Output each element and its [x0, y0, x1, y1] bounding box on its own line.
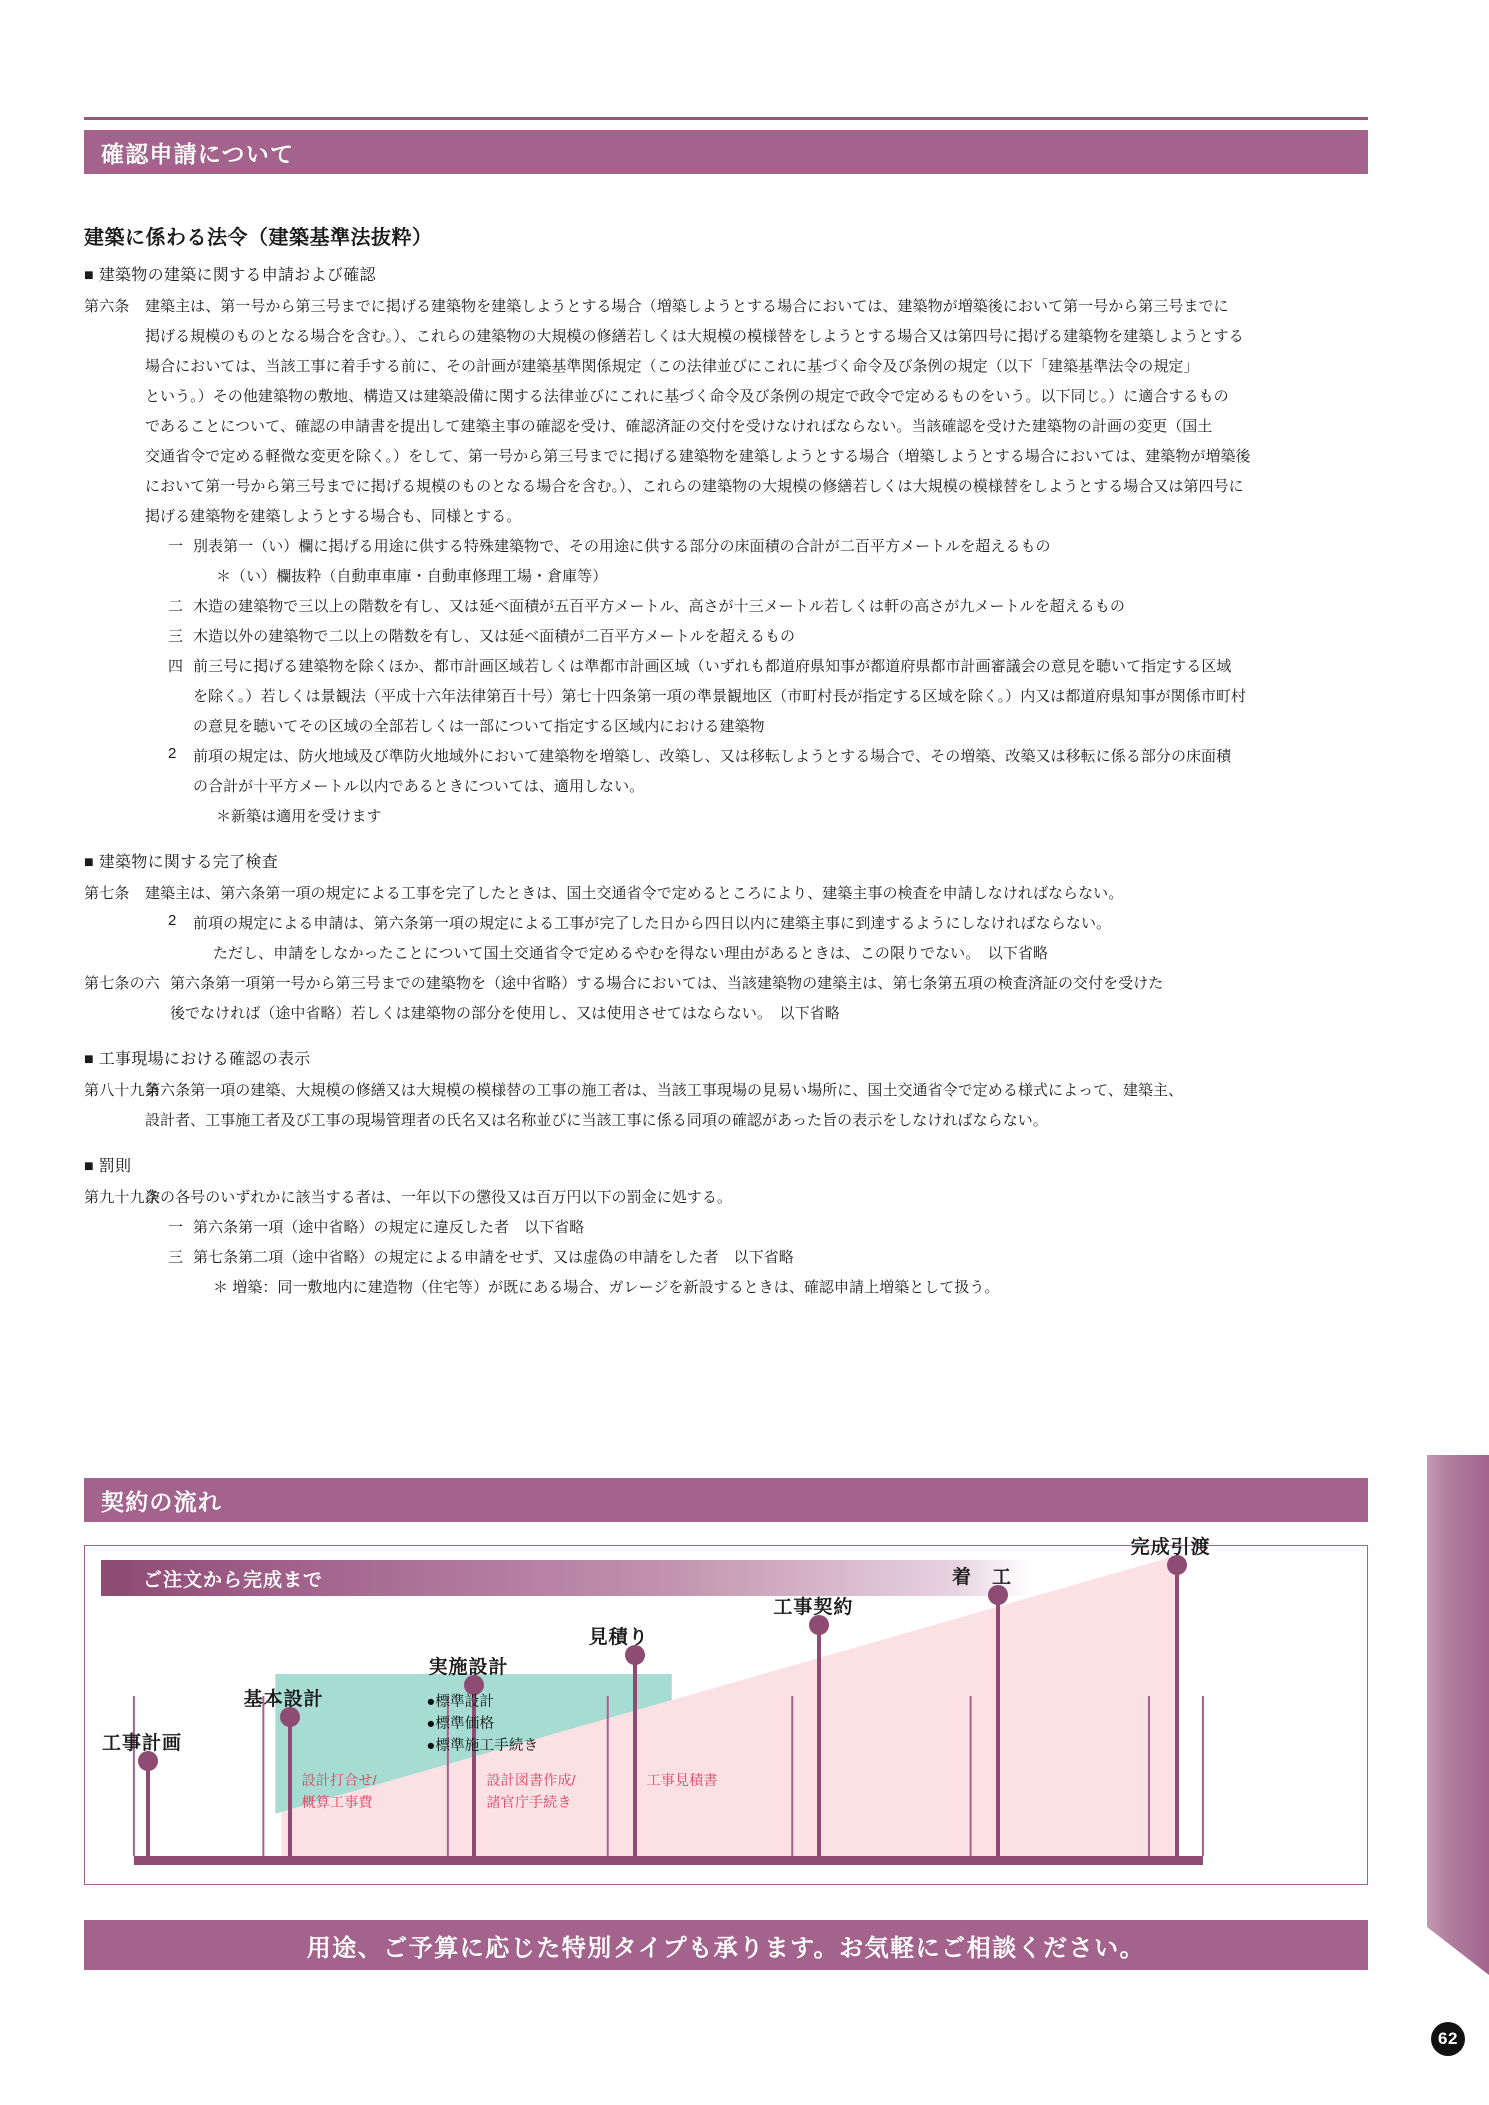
flow-milestone-stem	[1175, 1566, 1179, 1858]
law-text-line: 第六条第一項第一号から第三号までの建築物を（途中省略）する場合においては、当該建築物の建築主は、第七条第五項の検査済証の交付を受けた	[170, 975, 1164, 992]
flow-ribbon-label: ご注文から完成まで	[143, 1569, 324, 1591]
law-text-line: 木造の建築物で三以上の階数を有し、又は延べ面積が五百平方メートル、高さが十三メートル若しくは軒の高さが九メートルを超えるもの	[193, 598, 1125, 615]
flow-milestone-label: 完成引渡	[1130, 1536, 1211, 1558]
law-text-line: という。）その他建築物の敷地、構造又は建築設備に関する法律並びにこれに基づく命令及び条例の規定で政令で定めるものをいう。以下同じ。）に適合するもの	[145, 388, 1229, 405]
law-subheading: ■ 建築物に関する完了検査	[84, 854, 279, 871]
law-text-line: 前項の規定による申請は、第六条第一項の規定による工事が完了した日から四日以内に建築主事に到達するようにしなければならない。	[193, 915, 1112, 932]
flow-milestone-label: 工事契約	[773, 1596, 854, 1618]
law-text-line: 交通省令で定める軽微な変更を除く。）をして、第一号から第三号までに掲げる建築物を建築しようとする場合（増築しようとする場合においては、建築物が増築後	[145, 448, 1251, 465]
side-tab-steel-house	[1381, 1455, 1489, 1975]
standard-spec-bullets	[426, 1692, 538, 1757]
bottom-banner-label: 用途、ご予算に応じた特別タイプも承ります。お気軽にご相談ください。	[306, 1934, 1146, 1962]
flow-milestone-label: 着 工	[952, 1566, 1013, 1588]
law-text-line: 第六条第一項の建築、大規模の修繕又は大規模の模様替の工事の施工者は、当該工事現場の見易い場所に、国土交通省令で定める様式によって、建築主、	[145, 1082, 1184, 1099]
flow-milestone-stem	[146, 1762, 150, 1858]
law-text-line: の意見を聴いてその区域の全部若しくは一部について指定する区域内における建築物	[193, 718, 765, 735]
flow-milestone-stem	[633, 1656, 637, 1858]
ribbon-accent-block	[101, 1560, 129, 1596]
law-article-label: 第六条	[84, 298, 130, 315]
section-header-kakunin	[84, 130, 1368, 174]
flow-milestone-label: 実施設計	[428, 1656, 509, 1678]
law-item-marker: 2	[168, 745, 177, 762]
flow-bullet-item: ●標準施工手続き	[426, 1737, 539, 1754]
law-text-line: の合計が十平方メートル以内であるときについては、適用しない。	[193, 778, 645, 795]
law-text-line: 第七条第二項（途中省略）の規定による申請をせず、又は虚偽の申請をした者 以下省略	[193, 1249, 794, 1266]
law-text-line: 次の各号のいずれかに該当する者は、一年以下の懲役又は百万円以下の罰金に処する。	[145, 1189, 732, 1206]
flow-ribbon	[101, 1560, 1031, 1596]
flow-sublabel-line: 設計図書作成/	[486, 1771, 576, 1788]
flow-milestone-label: 基本設計	[243, 1688, 324, 1710]
flow-sublabel-line: 概算工事費	[301, 1793, 373, 1810]
law-text-line: を除く。）若しくは景観法（平成十六年法律第百十号）第七十四条第一項の準景観地区（市町村長が指定する区域を除く。）内又は都道府県知事が関係市町村	[193, 688, 1246, 705]
flow-milestone-stem	[817, 1626, 821, 1858]
law-article-label: 第七条	[84, 885, 130, 902]
law-text-line: 掲げる建築物を建築しようとする場合も、同様とする。	[145, 508, 522, 525]
law-item-marker: 三	[168, 1249, 184, 1266]
law-item-marker: 2	[168, 912, 177, 929]
law-text-line: 設計者、工事施工者及び工事の現場管理者の氏名又は名称並びに当該工事に係る同項の確認があった旨の表示をしなければならない。	[145, 1112, 1048, 1129]
timeline-baseline	[134, 1856, 1203, 1865]
flow-bullet-item: ●標準価格	[426, 1715, 495, 1732]
section-header-kakunin-label: 確認申請について	[101, 140, 295, 167]
law-text-line: 前三号に掲げる建築物を除くほか、都市計画区域若しくは準都市計画区域（いずれも都道府県知事が都道府県都市計画審議会の意見を聴いて指定する区域	[193, 658, 1232, 675]
section-header-keiyaku-label: 契約の流れ	[101, 1488, 222, 1515]
law-text-line: ＊新築は適用を受けます	[216, 808, 382, 825]
law-item-marker: 一	[168, 538, 184, 555]
page-title: 建築に係わる法令（建築基準法抜粋）	[84, 227, 433, 249]
flow-diagram-panel	[84, 1536, 1368, 1885]
law-item-marker: 二	[168, 598, 184, 615]
flow-milestone-label: 工事計画	[101, 1732, 182, 1754]
law-text-line: 建築主は、第六条第一項の規定による工事を完了したときは、国土交通省令で定めるところにより、建築主事の検査を申請しなければならない。	[145, 885, 1124, 902]
law-article-label: 第八十九条	[84, 1082, 161, 1099]
law-text-line: 掲げる規模のものとなる場合を含む。）、これらの建築物の大規模の修繕若しくは大規模の模様替をしようとする場合又は第四号に掲げる建築物を建築しようとする	[145, 328, 1244, 345]
flow-milestone-sublabel	[647, 1770, 718, 1792]
top-divider-rule	[84, 117, 1368, 120]
flow-bullet-item: ●標準設計	[426, 1694, 495, 1710]
page-number-badge: 62	[1431, 2022, 1465, 2056]
law-text-line: 木造以外の建築物で二以上の階数を有し、又は延べ面積が二百平方メートルを超えるもの	[193, 628, 796, 645]
law-item-marker: 四	[168, 658, 184, 675]
law-article-label: 第九十九条	[84, 1189, 161, 1206]
bottom-call-to-action-banner	[84, 1920, 1368, 1970]
law-item-marker: 一	[168, 1219, 184, 1236]
law-article-label: 第七条の六	[84, 975, 161, 992]
law-text-line: 別表第一（い）欄に掲げる用途に供する特殊建築物で、その用途に供する部分の床面積の合計が二百平方メートルを超えるもの	[193, 538, 1051, 555]
law-subheading: ■ 建築物の建築に関する申請および確認	[84, 267, 376, 284]
side-tab-notch	[1427, 1927, 1489, 1975]
law-item-marker: 三	[168, 628, 184, 645]
flow-sublabel-line: 工事見積書	[646, 1771, 718, 1788]
flow-milestone-stem	[288, 1718, 292, 1858]
section-header-keiyaku	[84, 1478, 1368, 1522]
law-text-line: ただし、申請をしなかったことについて国土交通省令で定めるやむを得ない理由があるときは、この限りでない。 以下省略	[213, 945, 1049, 962]
side-tab-label: STEEL HOUSE	[1381, 1639, 1411, 1911]
law-text-line: ＊ 増築：同一敷地内に建造物（住宅等）が既にある場合、ガレージを新設するときは、確認申請上増築として扱う。	[213, 1279, 1000, 1296]
flow-milestone-label: 見積り	[588, 1626, 649, 1648]
law-subheading: ■ 工事現場における確認の表示	[84, 1051, 311, 1068]
flow-sublabel-line: 諸官庁手続き	[486, 1793, 572, 1810]
law-text-line: 建築主は、第一号から第三号までに掲げる建築物を建築しようとする場合（増築しようとする場合においては、建築物が増築後において第一号から第三号までに	[145, 298, 1229, 315]
law-text-line: であることについて、確認の申請書を提出して建築主事の確認を受け、確認済証の交付を受けなければならない。当該確認を受けた建築物の計画の変更（国土	[145, 418, 1213, 435]
law-text-line: ＊（い）欄抜粋（自動車車庫・自動車修理工場・倉庫等）	[216, 568, 608, 585]
law-text-line: において第一号から第三号までに掲げる規模のものとなる場合を含む。）、これらの建築物の大規模の修繕若しくは大規模の模様替をしようとする場合又は第四号に	[145, 478, 1244, 495]
law-text-line: 後でなければ（途中省略）若しくは建築物の部分を使用し、又は使用させてはならない。 以下省略	[170, 1005, 840, 1022]
law-subheading: ■ 罰則	[84, 1158, 132, 1175]
flow-sublabel-line: 設計打合せ/	[301, 1771, 377, 1788]
flow-milestone-sublabel	[486, 1770, 575, 1813]
law-text-line: 第六条第一項（途中省略）の規定に違反した者 以下省略	[193, 1219, 585, 1236]
law-text-line: 前項の規定は、防火地域及び準防火地域外において建築物を増築し、改築し、又は移転しようとする場合で、その増築、改築又は移転に係る部分の床面積	[193, 748, 1232, 765]
flow-milestone-sublabel	[302, 1770, 377, 1813]
law-text-line: 場合においては、当該工事に着手する前に、その計画が建築基準関係規定（この法律並びにこれに基づく命令及び条例の規定（以下「建築基準法令の規定」	[145, 358, 1199, 375]
flow-milestone-stem	[996, 1596, 1000, 1858]
